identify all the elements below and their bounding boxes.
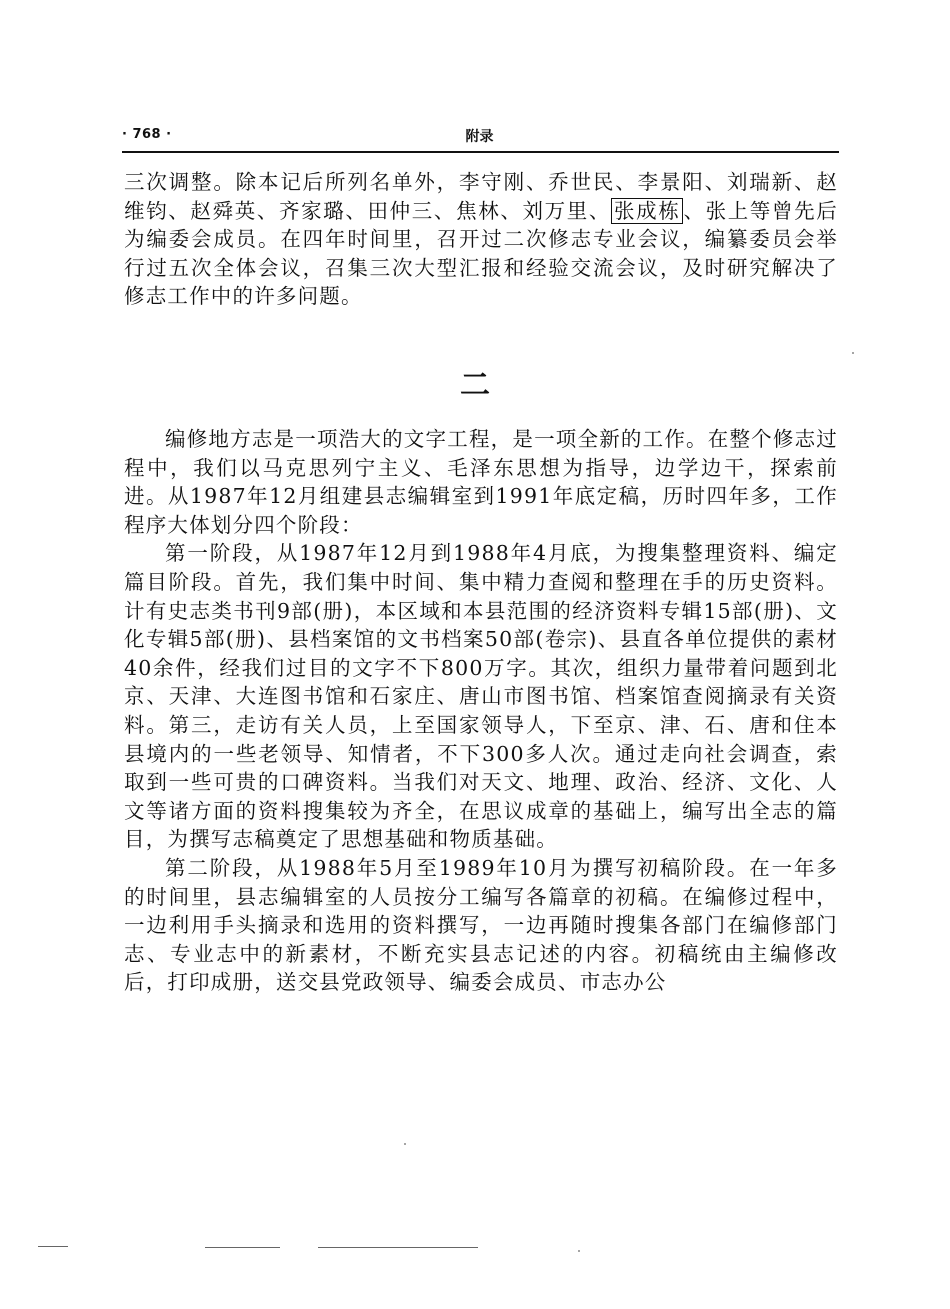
paragraph-3: 第一阶段，从1987年12月到1988年4月底，为搜集整理资料、编定篇目阶段。首先，我们集中时间、集中精力查阅和整理在手的历史资料。计有史志类书刊9部(册)，本区域和本县范围的经济资料专辑15部(册)、文化专辑5部(册)、县档案馆的文书档案50部(卷宗)、县直各单位提供的素材40余件，经我们过目的文字不下800万字。其次，组织力量带着问题到北京、天津、大连图书馆和石家庄、唐山市图书馆、档案馆查阅摘录有关资料。第三，走访有关人员，上至国家领导人，下至京、津、石、唐和住本县境内的一些老领导、知情者，不下300多人次。通过走向社会调查，索取到一些可贵的口碑资料。当我们对天文、地理、政治、经济、文化、人文等诸方面的资料搜集较为齐全，在思议成章的基础上，编写出全志的篇目，为撰写志稿奠定了思想基础和物质基础。	[124, 541, 838, 852]
paragraph-1-text-b: 、张上等曾先后为编委会成员。在四年时间里，召开过二次修志专业会议，编纂委员会举行过五次全体会议，召集三次大型汇报和经验交流会议，及时研究解决了修志工作中的许多问题。	[124, 198, 838, 309]
scan-mark	[205, 1247, 280, 1248]
paragraph-continued	[124, 168, 838, 311]
page-number: · 768 ·	[122, 127, 172, 142]
running-title: 附录	[465, 129, 494, 145]
scan-mark	[38, 1246, 68, 1247]
scan-dot	[404, 1143, 406, 1145]
section-body	[124, 425, 838, 997]
boxed-name: 张成栋	[611, 198, 683, 224]
paragraph-1	[124, 168, 838, 311]
paragraph-1-text-a: 三次调整。除本记后所列名单外，李守刚、乔世民、李景阳、刘瑞新、赵维钧、赵舜英、齐家璐、田仲三、焦林、刘万里、	[124, 170, 838, 223]
scan-dot	[852, 352, 854, 354]
scan-dot	[578, 1250, 580, 1252]
page-header	[122, 121, 837, 151]
scan-mark	[318, 1247, 478, 1248]
section-heading: 二	[460, 368, 490, 403]
paragraph-4: 第二阶段，从1988年5月至1989年10月为撰写初稿阶段。在一年多的时间里，县志编辑室的人员按分工编写各篇章的初稿。在编修过程中，一边利用手头摘录和选用的资料撰写，一边再随时搜集各部门在编修部门志、专业志中的新素材，不断充实县志记述的内容。初稿统由主编修改后，打印成册，送交县党政领导、编委会成员、市志办公	[124, 855, 838, 995]
header-rule	[122, 151, 839, 153]
paragraph-2: 编修地方志是一项浩大的文字工程，是一项全新的工作。在整个修志过程中，我们以马克思列宁主义、毛泽东思想为指导，边学边干，探索前进。从1987年12月组建县志编辑室到1991年底定稿，历时四年多，工作程序大体划分四个阶段：	[124, 427, 838, 537]
